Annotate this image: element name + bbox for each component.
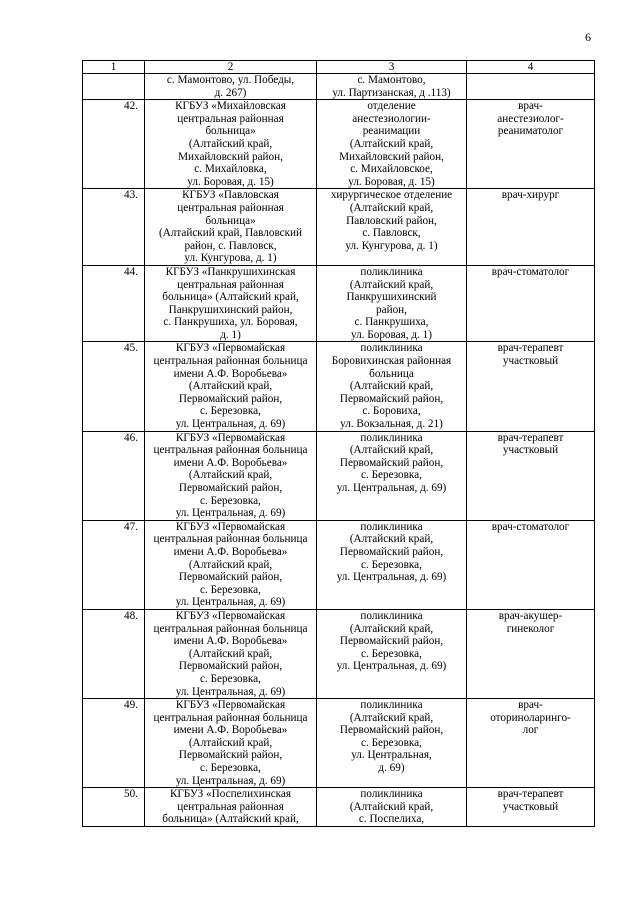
cell-line: Первомайский район, — [339, 456, 444, 469]
row-number-text: 49. — [124, 699, 138, 712]
cell-line: Первомайский район, — [178, 392, 283, 405]
cell-line: Михайловский район, — [178, 150, 283, 163]
cell-line: больница — [369, 367, 414, 380]
row-number-text: 47. — [124, 520, 138, 533]
position-cell — [467, 189, 595, 266]
cell-line: участковый — [502, 444, 559, 457]
cell-line: анестезиологии- — [352, 112, 431, 125]
cell-line: оториноларинго- — [490, 711, 571, 724]
cell-line: (Алтайский край, — [349, 444, 434, 457]
cell-line: центральная районная больница — [153, 622, 308, 635]
cell-line: Павловский район, — [346, 214, 437, 227]
row-number — [83, 189, 145, 266]
cell-line: Панкрушихинский — [346, 291, 437, 304]
cell-line: КГБУЗ «Панкрушихинская — [165, 265, 296, 278]
cell-line: КГБУЗ «Первомайская — [175, 342, 286, 355]
cell-line: с. Боровиха, — [362, 405, 421, 418]
organization-cell — [145, 342, 317, 431]
row-number-text: 46. — [124, 431, 138, 444]
position-cell — [467, 788, 595, 827]
cell-line: с. Березовка, — [200, 672, 261, 685]
organization-cell — [145, 520, 317, 609]
cell-line: ул. Центральная, — [351, 749, 432, 762]
unit-cell — [317, 342, 467, 431]
position-cell — [467, 609, 595, 698]
row-number-text: 48. — [124, 609, 138, 622]
cell-line: с. Мамонтово, ул. Победы, — [166, 74, 295, 86]
organization-cell — [145, 74, 317, 100]
cell-line: поликлиника — [360, 265, 423, 278]
document-table — [82, 60, 595, 827]
position-cell — [467, 100, 595, 189]
cell-line: с. Березовка, — [200, 583, 261, 596]
column-header: 2 — [145, 61, 317, 74]
cell-line: с. Михайловка, — [194, 163, 267, 176]
cell-line: Первомайский район, — [178, 660, 283, 673]
cell-line: КГБУЗ «Михайловская — [175, 100, 286, 113]
row-number-text: 43. — [124, 189, 138, 202]
cell-line: анестезиолог- — [497, 112, 564, 125]
cell-line: лог — [522, 724, 539, 737]
position-cell — [467, 520, 595, 609]
table-row — [83, 189, 595, 266]
cell-line: ул. Центральная, д. 69) — [175, 685, 286, 698]
row-number — [83, 609, 145, 698]
cell-line: (Алтайский край, — [349, 278, 434, 291]
cell-line: Первомайский район, — [339, 724, 444, 737]
organization-cell — [145, 189, 317, 266]
organization-cell — [145, 100, 317, 189]
cell-line: Михайловский район, — [339, 150, 444, 163]
cell-line: врач-терапевт — [497, 342, 564, 355]
cell-line: центральная районная больница — [153, 444, 308, 457]
cell-line: имени А.Ф. Воробьева» — [173, 724, 288, 737]
cell-line: с. Березовка, — [361, 469, 422, 482]
row-number — [83, 265, 145, 342]
table-row — [83, 788, 595, 827]
cell-line: КГБУЗ «Первомайская — [175, 431, 286, 444]
cell-line: (Алтайский край, — [349, 201, 434, 214]
cell-line: ул. Центральная, д. 69) — [175, 596, 286, 609]
position-cell — [467, 74, 595, 100]
table-row — [83, 609, 595, 698]
cell-line: ул. Боровая, д. 15) — [187, 175, 274, 188]
unit-cell — [317, 699, 467, 788]
cell-line: ул. Центральная, д. 69) — [175, 507, 286, 520]
cell-line: с. Березовка, — [361, 558, 422, 571]
cell-line: с. Березовка, — [200, 405, 261, 418]
organization-cell — [145, 609, 317, 698]
cell-line: имени А.Ф. Воробьева» — [173, 545, 288, 558]
header-row — [83, 61, 595, 74]
cell-line: поликлиника — [360, 520, 423, 533]
cell-line: с. Павловск, — [362, 227, 421, 240]
cell-line: ул. Кунгурова, д. 1) — [345, 239, 438, 252]
row-number-text: 42. — [124, 100, 138, 113]
unit-cell — [317, 609, 467, 698]
cell-line: имени А.Ф. Воробьева» — [173, 367, 288, 380]
cell-line: врач-акушер- — [498, 609, 563, 622]
row-number-text: 45. — [124, 342, 138, 355]
position-cell — [467, 342, 595, 431]
cell-line: врач-терапевт — [497, 788, 564, 801]
cell-line: врач-стоматолог — [491, 520, 570, 533]
cell-line: центральная районная — [177, 201, 284, 214]
row-number-text: 44. — [124, 265, 138, 278]
cell-line: участковый — [502, 355, 559, 368]
row-number — [83, 342, 145, 431]
cell-line: имени А.Ф. Воробьева» — [173, 456, 288, 469]
cell-line: больница» — [205, 214, 256, 227]
cell-line: больница» (Алтайский край, — [162, 813, 299, 826]
cell-line: (Алтайский край, — [188, 736, 273, 749]
cell-line: поликлиника — [360, 788, 423, 801]
cell-line: центральная районная — [177, 800, 284, 813]
table-row — [83, 431, 595, 520]
cell-line: (Алтайский край, Павловский — [158, 227, 303, 240]
cell-line: (Алтайский край, — [188, 137, 273, 150]
cell-line: (Алтайский край, — [349, 137, 434, 150]
cell-line: больница» — [205, 125, 256, 138]
cell-line: (Алтайский край, — [349, 800, 434, 813]
row-number — [83, 788, 145, 827]
cell-line: ул. Центральная, д. 69) — [336, 571, 447, 584]
cell-line: КГБУЗ «Первомайская — [175, 699, 286, 712]
cell-line: врач-стоматолог — [491, 265, 570, 278]
cell-line: центральная районная больница — [153, 355, 308, 368]
table-row — [83, 699, 595, 788]
cell-line: с. Березовка, — [200, 494, 261, 507]
organization-cell — [145, 265, 317, 342]
cell-line: участковый — [502, 800, 559, 813]
column-header: 3 — [317, 61, 467, 74]
organization-cell — [145, 699, 317, 788]
cell-line: ул. Вокзальная, д. 21) — [340, 418, 443, 431]
cell-line: Первомайский район, — [339, 392, 444, 405]
cell-line: центральная районная — [177, 112, 284, 125]
cell-line: (Алтайский край, — [188, 469, 273, 482]
cell-line: врач-терапевт — [497, 431, 564, 444]
cell-line: поликлиника — [360, 699, 423, 712]
column-header: 4 — [467, 61, 595, 74]
row-number — [83, 74, 145, 100]
cell-line: (Алтайский край, — [349, 622, 434, 635]
cell-line: врач- — [518, 699, 543, 712]
cell-line: центральная районная больница — [153, 711, 308, 724]
cell-line: (Алтайский край, — [188, 380, 273, 393]
table-row — [83, 100, 595, 189]
cell-line: Первомайский район, — [339, 635, 444, 648]
table-row — [83, 342, 595, 431]
cell-line: КГБУЗ «Павловская — [182, 189, 279, 202]
cell-line: поликлиника — [360, 609, 423, 622]
row-number-text: 50. — [124, 788, 138, 801]
cell-line: КГБУЗ «Поспелихинская — [169, 788, 292, 801]
cell-line: врач- — [518, 100, 543, 113]
row-number — [83, 431, 145, 520]
cell-line: ул. Боровая, д. 15) — [348, 175, 435, 188]
cell-line: Первомайский район, — [339, 545, 444, 558]
cell-line: район, с. Павловск, — [184, 239, 277, 252]
cell-line: ул. Центральная, д. 69) — [336, 482, 447, 494]
table-row — [83, 520, 595, 609]
position-cell — [467, 265, 595, 342]
cell-line: отделение — [367, 100, 416, 113]
unit-cell — [317, 788, 467, 827]
cell-line: Первомайский район, — [178, 571, 283, 584]
cell-line: Панкрушихинский район, — [168, 303, 293, 316]
unit-cell — [317, 265, 467, 342]
unit-cell — [317, 100, 467, 189]
cell-line: с. Панкрушиха, — [354, 316, 429, 329]
cell-line: хирургическое отделение — [330, 189, 453, 202]
cell-line: д. 1) — [220, 328, 241, 341]
row-number — [83, 520, 145, 609]
cell-line: (Алтайский край, — [188, 647, 273, 660]
cell-line: (Алтайский край, — [349, 380, 434, 393]
cell-line: Боровихинская районная — [331, 355, 452, 368]
unit-cell — [317, 431, 467, 520]
cell-line: с. Березовка, — [361, 647, 422, 660]
cell-line: поликлиника — [360, 342, 423, 355]
unit-cell — [317, 74, 467, 100]
cell-line: ул. Кунгурова, д. 1) — [184, 252, 277, 265]
cell-line: врач-хирург — [501, 189, 560, 202]
cell-line: больница» (Алтайский край, — [162, 291, 299, 304]
cell-line: с. Березовка, — [200, 762, 261, 775]
cell-line: с. Мамонтово, — [357, 74, 426, 86]
cell-line: (Алтайский край, — [188, 558, 273, 571]
cell-line: ул. Боровая, д. 1) — [351, 328, 432, 341]
position-cell — [467, 431, 595, 520]
cell-line: Первомайский район, — [178, 749, 283, 762]
cell-line: с. Михайловское, — [350, 163, 433, 176]
cell-line: ул. Центральная, д. 69) — [175, 774, 286, 787]
row-number — [83, 699, 145, 788]
cell-line: поликлиника — [360, 431, 423, 444]
column-header: 1 — [83, 61, 145, 74]
cell-line: имени А.Ф. Воробьева» — [173, 635, 288, 648]
cell-line: КГБУЗ «Первомайская — [175, 520, 286, 533]
cell-line: д. 69) — [378, 762, 405, 775]
cell-line: Первомайский район, — [178, 482, 283, 494]
cell-line: гинеколог — [506, 622, 555, 635]
cell-line: с. Березовка, — [361, 736, 422, 749]
cell-line: центральная районная — [177, 278, 284, 291]
cell-line: (Алтайский край, — [349, 533, 434, 546]
cell-line: центральная районная больница — [153, 533, 308, 546]
cell-line: с. Панкрушиха, ул. Боровая, — [163, 316, 298, 329]
cell-line: реаниматолог — [497, 125, 564, 138]
cell-line: д. 267) — [214, 86, 247, 99]
cell-line: реанимации — [362, 125, 421, 138]
position-cell — [467, 699, 595, 788]
cell-line: район, — [376, 303, 407, 316]
table-row — [83, 74, 595, 100]
unit-cell — [317, 189, 467, 266]
cell-line: ул. Центральная, д. 69) — [175, 418, 286, 431]
cell-line: (Алтайский край, — [349, 711, 434, 724]
unit-cell — [317, 520, 467, 609]
row-number — [83, 100, 145, 189]
organization-cell — [145, 788, 317, 827]
cell-line: ул. Центральная, д. 69) — [336, 660, 447, 673]
organization-cell — [145, 431, 317, 520]
page-number: 6 — [585, 30, 591, 44]
table-body — [83, 61, 595, 827]
cell-line: КГБУЗ «Первомайская — [175, 609, 286, 622]
table-row — [83, 265, 595, 342]
cell-line: с. Поспелиха, — [358, 813, 425, 826]
cell-line: ул. Партизанская, д .113) — [332, 86, 451, 99]
